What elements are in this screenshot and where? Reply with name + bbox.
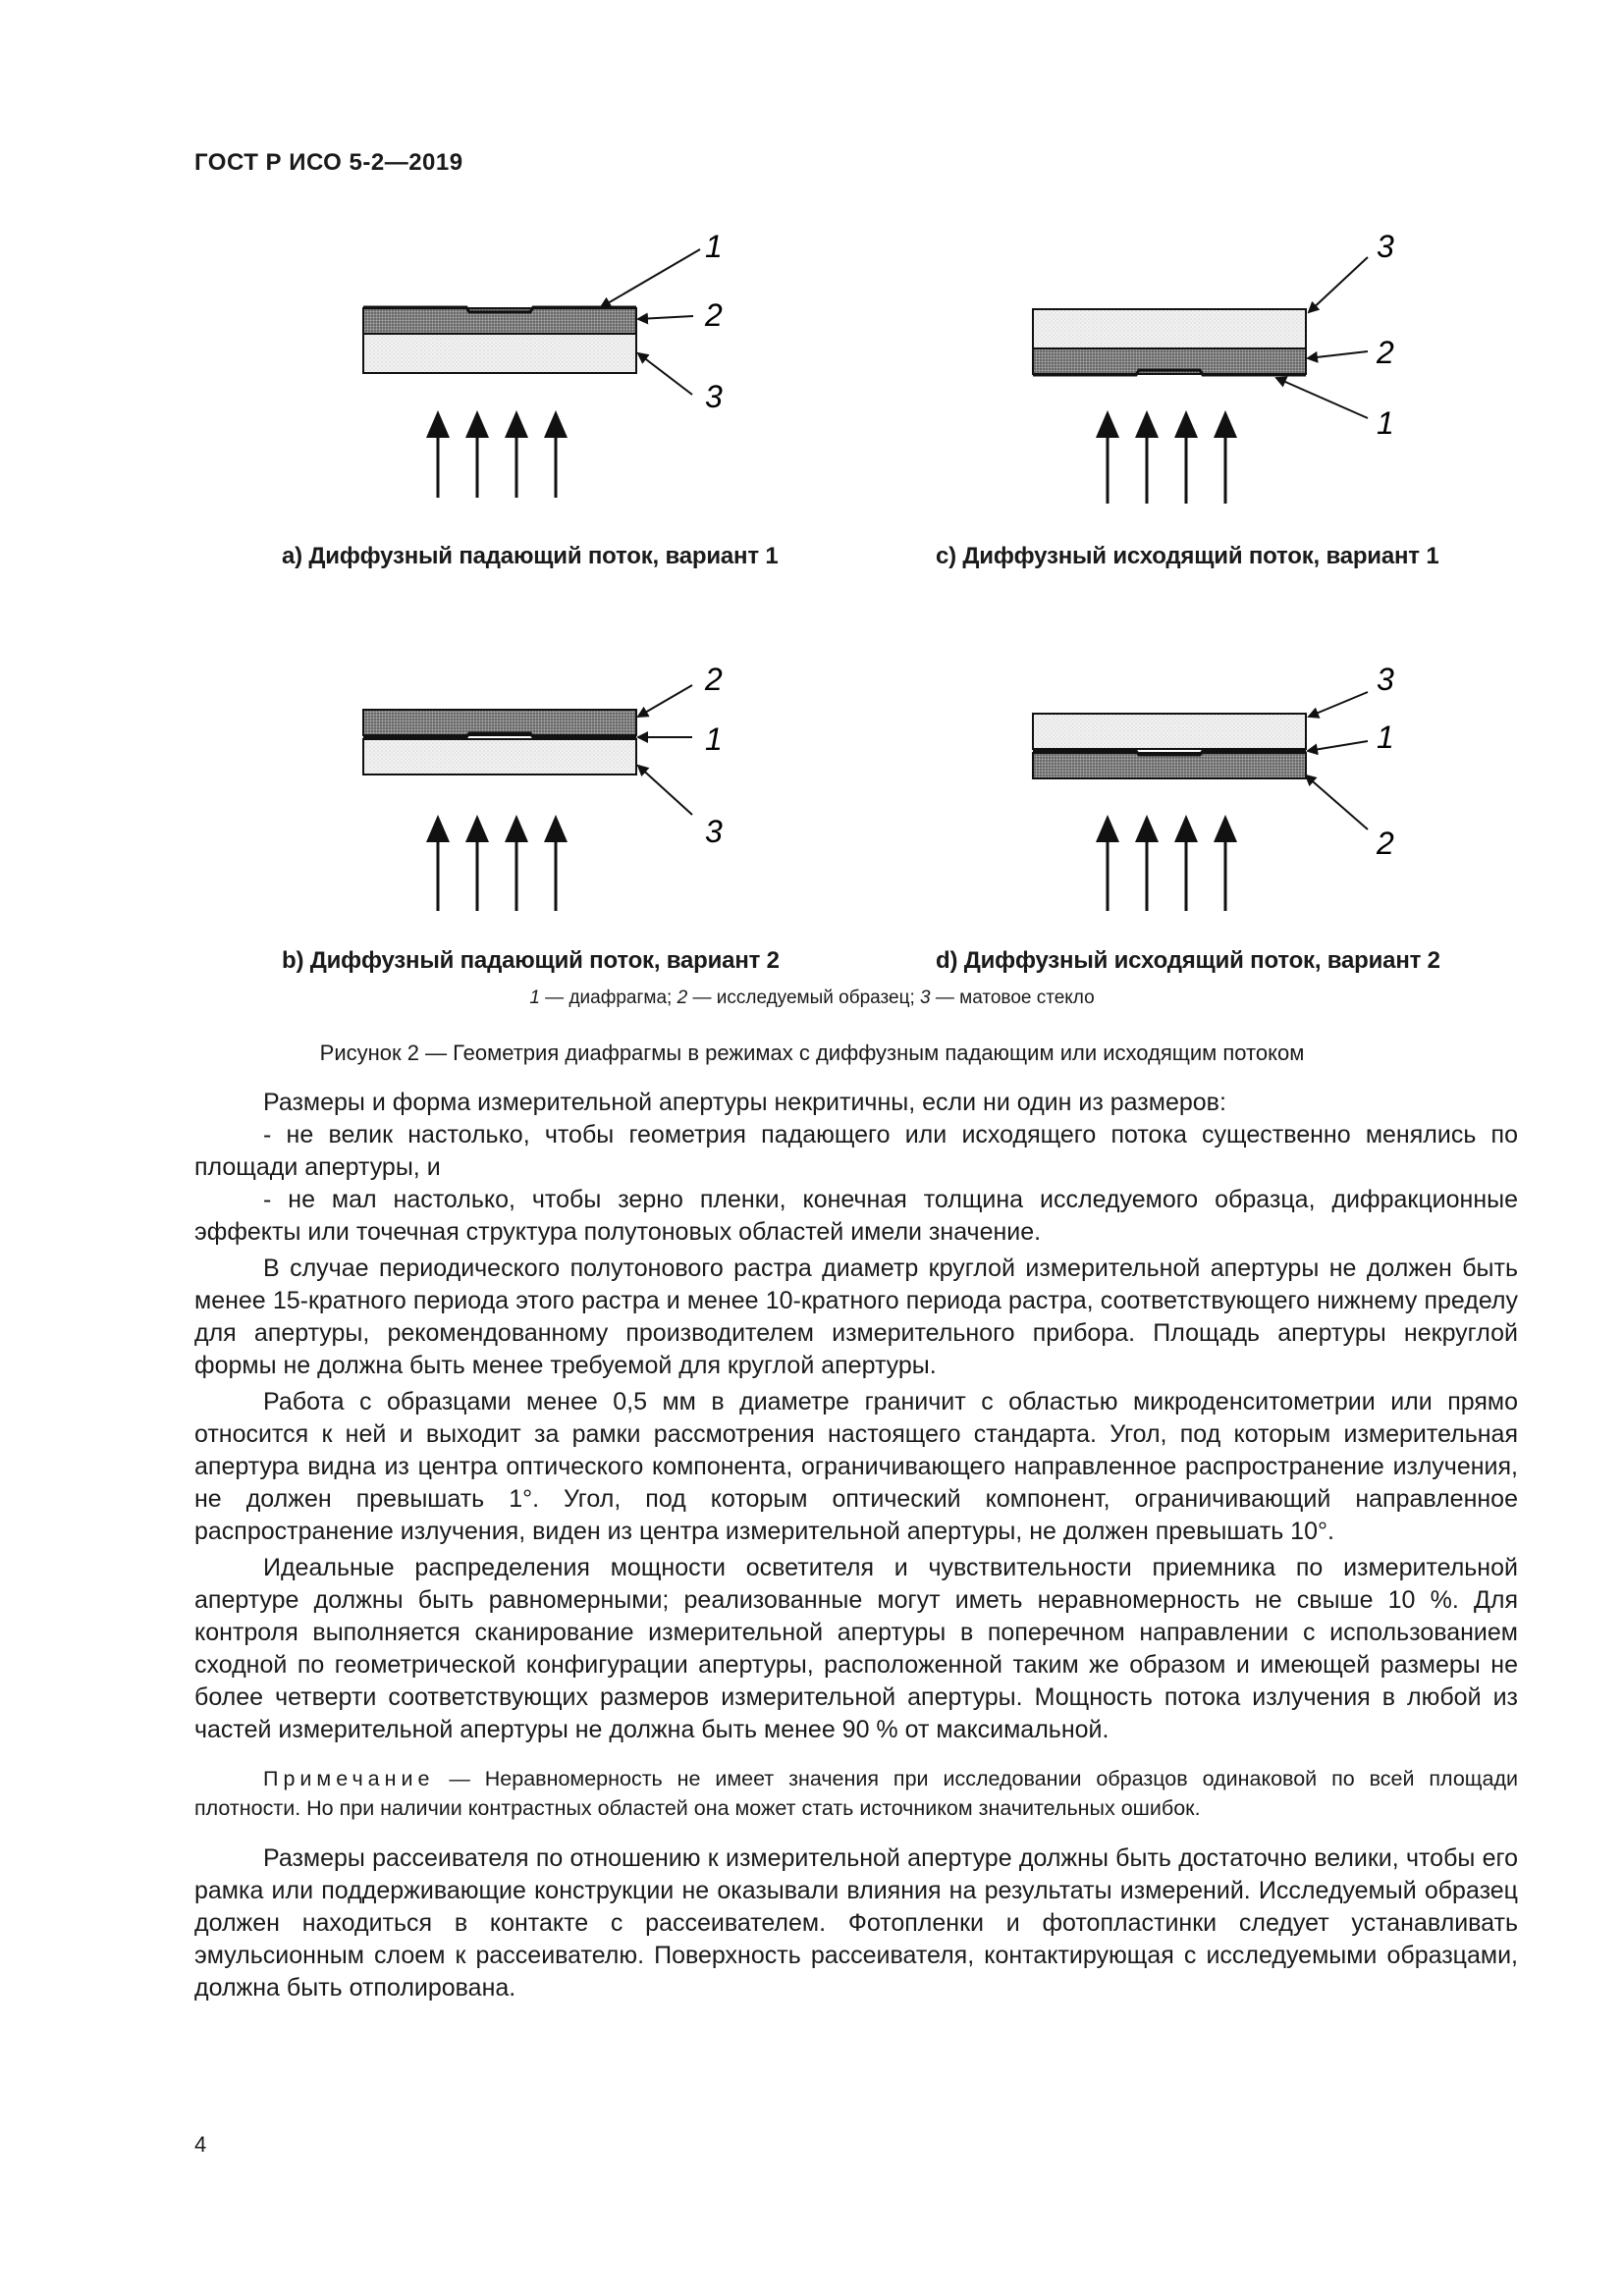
label-3: 3 [705, 379, 723, 414]
sample-layer [1033, 753, 1306, 778]
label-2: 2 [1377, 826, 1394, 861]
leader-line [1306, 775, 1368, 829]
panel-c-diagram [1033, 229, 1394, 504]
panel-b-diagram [363, 662, 723, 911]
figure-2 [0, 0, 1624, 1080]
label-3: 3 [705, 814, 723, 849]
matte-glass-layer [1033, 309, 1306, 348]
light-arrows [426, 410, 568, 498]
document-header: ГОСТ Р ИСО 5-2—2019 [194, 149, 463, 176]
legend-key-3: 3 [920, 988, 931, 1008]
light-arrows [1096, 815, 1237, 911]
legend-text-2: — исследуемый образец; [687, 988, 921, 1008]
page-number: 4 [194, 2132, 207, 2157]
leader-line [1309, 692, 1368, 717]
paragraph: Размеры и форма измерительной апертуры некритичны, если ни один из размеров: [263, 1089, 1226, 1116]
matte-glass-layer [1033, 714, 1306, 749]
light-arrows [1096, 410, 1237, 504]
matte-glass-layer [363, 739, 636, 774]
label-3: 3 [1377, 229, 1394, 264]
legend-text-3: — матовое стекло [930, 988, 1095, 1008]
label-2: 2 [1377, 335, 1394, 370]
legend-key-1: 1 [529, 988, 540, 1008]
paragraph: Работа с образцами менее 0,5 мм в диаметре граничит с областью микроденситометрии или прямо относится к ней и выходит за рамки рассмотрения настоящего стандарта. Угол, под которым измерительная апертура видна из центра оптического компонента, ограничивающего направленное распространение излучения, не должен превышать 1°. Угол, под которым оптический компонент, ограничивающий направленное распространение излучения, виден из центра измерительной апертуры, не должен превышать 10°. [194, 1388, 1518, 1545]
label-2: 2 [705, 662, 723, 697]
paragraph: Размеры рассеивателя по отношению к измерительной апертуре должны быть достаточно велики, чтобы его рамка или поддерживающие конструкции не оказывали влияния на результаты измерений. Исследуемый образец должен находиться в контакте с рассеивателем. Фотопленки и фотопластинки следует устанавливать эмульсионным слоем к рассеивателю. Поверхность рассеивателя, контактирующая с исследуемыми образцами, должна быть отполирована. [194, 1844, 1518, 2002]
caption-b: b) Диффузный падающий поток, вариант 2 [282, 947, 780, 974]
caption-a: a) Диффузный падающий поток, вариант 1 [282, 543, 779, 569]
leader-line [638, 353, 692, 395]
light-arrows [426, 815, 568, 911]
leader-line [1308, 741, 1368, 751]
label-1: 1 [1377, 405, 1394, 441]
panel-d-diagram [1033, 662, 1394, 911]
leader-line [1308, 351, 1368, 358]
leader-line [1276, 378, 1368, 418]
label-1: 1 [1377, 720, 1394, 755]
label-2: 2 [705, 297, 723, 333]
note-text: — Неравномерность не имеет значения при исследовании образцов одинаковой по всей площади плотности. Но при наличии контрастных областей она может стать источником значительных ошибок. [194, 1767, 1518, 1820]
label-1: 1 [705, 721, 723, 757]
leader-line [638, 685, 692, 717]
body-text [194, 1087, 1518, 2004]
note [194, 1764, 1518, 1823]
matte-glass-layer [363, 334, 636, 373]
paragraph: - не мал настолько, чтобы зерно пленки, конечная толщина исследуемого образца, дифракционные эффекты или точечная структура полутоновых областей имели значение. [194, 1186, 1518, 1246]
figure-legend [0, 988, 1624, 1009]
sample-layer [363, 710, 636, 735]
paragraph: В случае периодического полутонового растра диаметр круглой измерительной апертуры не должен быть менее 15-кратного периода этого растра и менее 10-кратного периода растра, соответствующего нижнему пределу для апертуры, рекомендованному производителем измерительного прибора. Площадь апертуры некруглой формы не должна быть менее требуемой для круглой апертуры. [194, 1255, 1518, 1379]
panel-a-diagram [363, 229, 723, 498]
legend-text-1: — диафрагма; [539, 988, 677, 1008]
figure-title: Рисунок 2 — Геометрия диафрагмы в режимах с диффузным падающим или исходящим потоком [319, 1041, 1305, 1065]
legend-key-2: 2 [677, 988, 688, 1008]
leader-line [601, 249, 700, 307]
paragraph: Идеальные распределения мощности осветителя и чувствительности приемника по измерительной апертуре должны быть равномерными; реализованные могут иметь неравномерность не свыше 10 %. Для контроля выполняется сканирование измерительной апертуры в поперечном направлении с использованием сходной по геометрической конфигурации апертуры, расположенной таким же образом и имеющей размеры не более четверти соответствующих размеров измерительной апертуры. Мощность потока излучения в любой из частей измерительной апертуры не должна быть менее 90 % от максимальной. [194, 1554, 1518, 1743]
figure-diagrams [0, 0, 1624, 1080]
label-1: 1 [705, 229, 723, 264]
leader-line [638, 316, 693, 319]
caption-d: d) Диффузный исходящий поток, вариант 2 [936, 947, 1440, 974]
leader-line [1309, 257, 1368, 312]
leader-line [638, 766, 692, 815]
caption-c: c) Диффузный исходящий поток, вариант 1 [936, 543, 1439, 569]
note-label: Примечание [263, 1767, 435, 1790]
label-3: 3 [1377, 662, 1394, 697]
paragraph: - не велик настолько, чтобы геометрия падающего или исходящего потока существенно менялись по площади апертуры, и [194, 1121, 1518, 1181]
